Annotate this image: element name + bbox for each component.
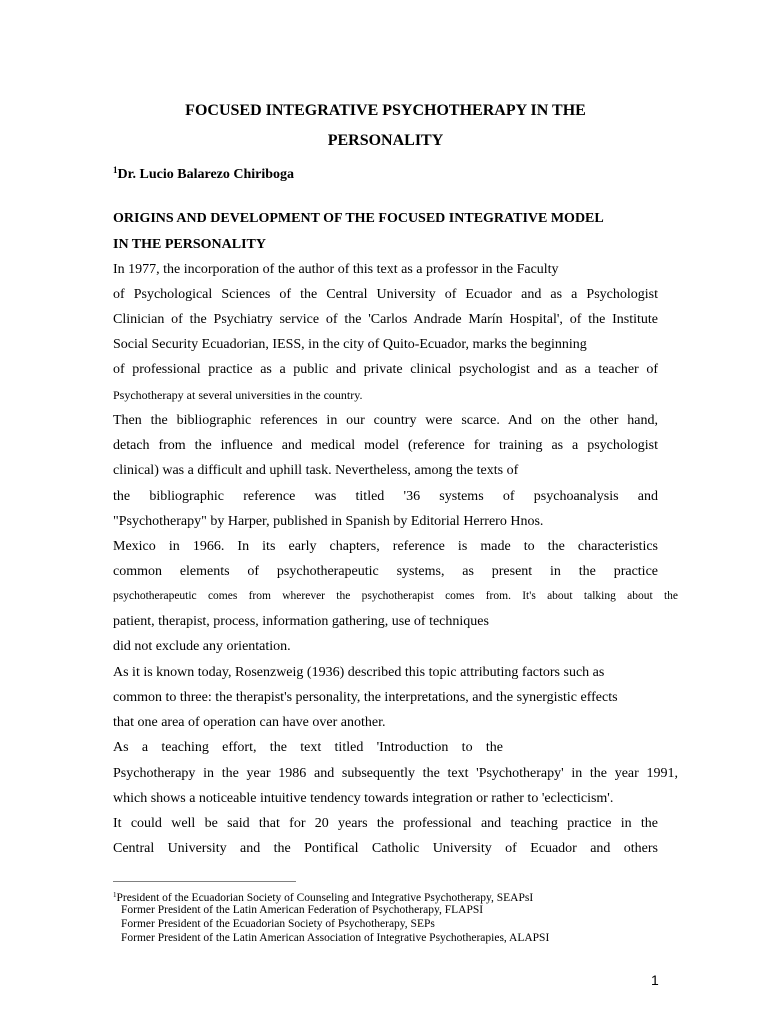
body-line: Clinician of the Psychiatry service of the 'Carlos Andrade Marín Hospital', of the Institute [113, 312, 658, 327]
body-line: common elements of psychotherapeutic systems, as present in the practice [113, 564, 658, 579]
section-heading-line-2: IN THE PERSONALITY [113, 237, 267, 252]
body-line: Mexico in 1966. In its early chapters, reference is made to the characteristics [113, 539, 658, 554]
body-line: that one area of operation can have over another. [113, 715, 386, 730]
body-line: In 1977, the incorporation of the author of this text as a professor in the Faculty [113, 262, 559, 277]
footnote-text: President of the Ecuadorian Society of Counseling and Integrative Psychotherapy, SEAPsI [116, 892, 534, 904]
footnote-marker: 1 [113, 891, 117, 899]
body-line: As a teaching effort, the text titled 'Introduction to the [113, 740, 503, 755]
footnote-line: Former President of the Latin American Federation of Psychotherapy, FLAPSI [121, 904, 484, 916]
body-line: Psychotherapy at several universities in the country. [113, 388, 363, 402]
body-line: patient, therapist, process, information gathering, use of techniques [113, 614, 489, 629]
document-title-line-1: FOCUSED INTEGRATIVE PSYCHOTHERAPY IN THE [185, 102, 586, 119]
body-line: Then the bibliographic references in our country were scarce. And on the other hand, [113, 413, 658, 428]
author-footnote-marker: 1 [113, 165, 118, 175]
author-line [113, 160, 294, 185]
body-line: It could well be said that for 20 years the professional and teaching practice in the [113, 816, 658, 831]
document-title-line-2: PERSONALITY [327, 132, 444, 149]
body-line: Social Security Ecuadorian, IESS, in the city of Quito-Ecuador, marks the beginning [113, 337, 587, 352]
footnote-separator [113, 881, 296, 882]
author-name: Dr. Lucio Balarezo Chiriboga [117, 167, 295, 182]
body-line: detach from the influence and medical model (reference for training as a psychologist [113, 438, 658, 453]
body-line: "Psychotherapy" by Harper, published in Spanish by Editorial Herrero Hnos. [113, 514, 544, 529]
body-line: of Psychological Sciences of the Central University of Ecuador and as a Psychologist [113, 287, 658, 302]
page-number: 1 [651, 972, 659, 988]
body-line: of professional practice as a public and private clinical psychologist and as a teacher of [113, 362, 658, 377]
body-line: psychotherapeutic comes from wherever the psychotherapist comes from. It's about talking about the [113, 590, 678, 602]
footnote-line: Former President of the Ecuadorian Society of Psychotherapy, SEPs [121, 918, 435, 930]
body-line: did not exclude any orientation. [113, 639, 291, 654]
body-line: which shows a noticeable intuitive tendency towards integration or rather to 'eclecticism'. [113, 791, 614, 806]
section-heading-line-1: ORIGINS AND DEVELOPMENT OF THE FOCUSED INTEGRATIVE MODEL [113, 211, 604, 226]
body-line: Central University and the Pontifical Catholic University of Ecuador and others [113, 841, 658, 856]
footnote-line: Former President of the Latin American Association of Integrative Psychotherapies, ALAPSI [121, 932, 550, 944]
body-line: clinical) was a difficult and uphill task. Nevertheless, among the texts of [113, 463, 519, 478]
body-line: the bibliographic reference was titled '36 systems of psychoanalysis and [113, 489, 658, 504]
body-line: common to three: the therapist's personality, the interpretations, and the synergistic effects [113, 690, 618, 705]
body-line: Psychotherapy in the year 1986 and subsequently the text 'Psychotherapy' in the year 1991, [113, 766, 678, 781]
body-line: As it is known today, Rosenzweig (1936) described this topic attributing factors such as [113, 665, 605, 680]
